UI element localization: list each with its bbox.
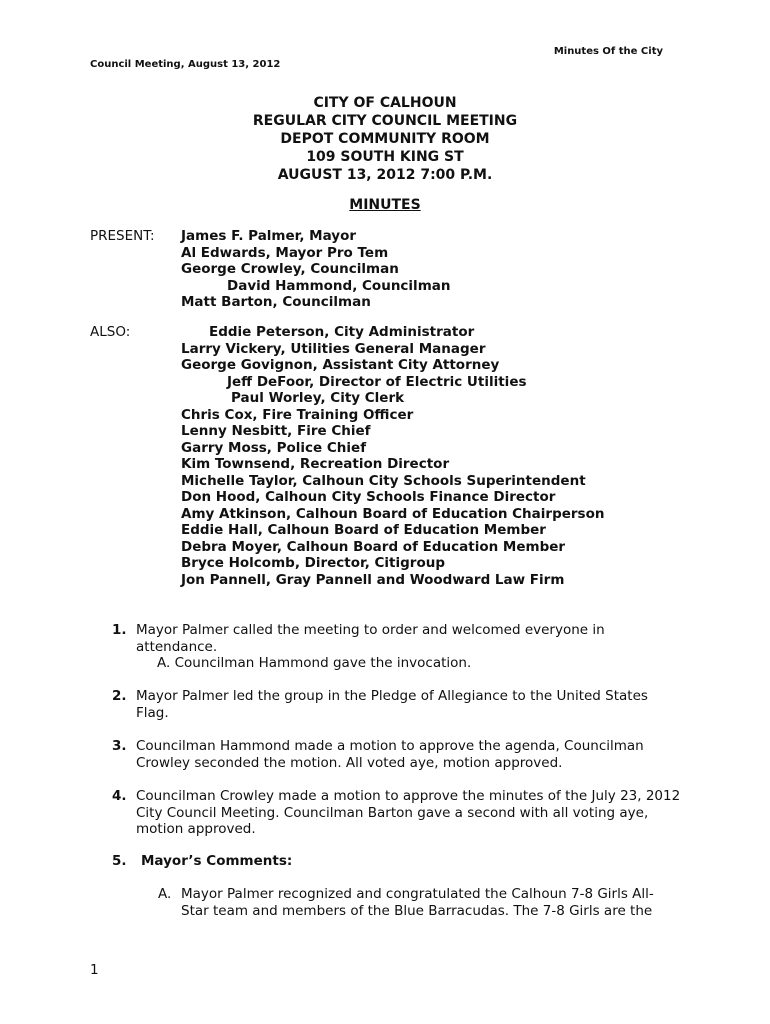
agenda-item [112,788,682,838]
attendee-name: Paul Worley, City Clerk [231,390,405,406]
subpoint-text: Mayor Palmer recognized and congratulated the Calhoun 7-8 Girls All-Star team and members of the Blue Barracudas. The 7-8 Girls are the [181,886,654,919]
attendee-name: David Hammond, Councilman [227,277,451,294]
agenda-item [112,738,682,771]
running-header-left: Council Meeting, August 13, 2012 [90,59,281,70]
agenda-item [112,622,682,672]
item-text: Mayor’s Comments: [141,853,293,869]
item-number: 1. [112,622,127,638]
item-number: 5. [112,853,127,869]
item-subpoint: A. Councilman Hammond gave the invocation. [157,655,472,671]
also-list [181,324,604,588]
attendee-name: Jeff DeFoor, Director of Electric Utilities [227,373,527,390]
attendee-name: Amy Atkinson, Calhoun Board of Education Chairperson [181,505,605,522]
attendee-name: Debra Moyer, Calhoun Board of Education Member [181,538,566,555]
subpoint-letter: A. [158,886,172,902]
title-line: DEPOT COMMUNITY ROOM [280,131,490,147]
agenda-item [112,853,682,870]
item-text: Mayor Palmer called the meeting to order and welcomed everyone in attendance. [136,622,605,655]
attendee-name: Garry Moss, Police Chief [181,439,367,456]
title-line: 109 SOUTH KING ST [306,149,464,165]
title-line: AUGUST 13, 2012 7:00 P.M. [277,167,493,183]
attendee-name: Don Hood, Calhoun City Schools Finance Director [181,489,556,505]
item-text: Mayor Palmer led the group in the Pledge of Allegiance to the United States Flag. [136,688,648,721]
item-text: Councilman Crowley made a motion to approve the minutes of the July 23, 2012 City Council Meeting. Councilman Barton gave a second with all voting aye, motion approved. [136,788,681,837]
agenda-item [112,688,682,721]
attendee-name: Michelle Taylor, Calhoun City Schools Superintendent [181,472,586,489]
also-label: ALSO: [90,324,131,340]
attendee-name: Matt Barton, Councilman [181,294,371,310]
attendee-name: James F. Palmer, Mayor [181,228,357,244]
document-title [0,94,770,184]
attendee-name: George Govignon, Assistant City Attorney [181,357,500,373]
present-label: PRESENT: [90,228,155,244]
running-header-right: Minutes Of the City [553,46,663,57]
attendee-name: George Crowley, Councilman [181,261,399,277]
item-text: Councilman Hammond made a motion to approve the agenda, Councilman Crowley seconded the motion. All voted aye, motion approved. [136,738,644,771]
item-number: 4. [112,788,127,804]
attendee-name: Jon Pannell, Gray Pannell and Woodward Law Firm [181,571,565,588]
attendee-name: Kim Townsend, Recreation Director [181,456,450,472]
page-number: 1 [90,962,99,978]
mayor-comments-subpoint [158,886,678,919]
attendee-name: Lenny Nesbitt, Fire Chief [181,423,371,439]
item-number: 3. [112,738,127,754]
attendee-name: Chris Cox, Fire Training Officer [181,406,414,423]
attendee-name: Bryce Holcomb, Director, Citigroup [181,555,446,571]
present-list [181,228,450,311]
item-number: 2. [112,688,127,704]
title-line: CITY OF CALHOUN [313,95,457,111]
attendee-name: Al Edwards, Mayor Pro Tem [181,244,389,261]
title-line: REGULAR CITY COUNCIL MEETING [252,113,518,129]
attendee-name: Larry Vickery, Utilities General Manager [181,340,486,357]
attendee-name: Eddie Peterson, City Administrator [209,324,475,340]
minutes-heading: MINUTES [349,197,421,213]
attendee-name: Eddie Hall, Calhoun Board of Education Member [181,522,546,538]
